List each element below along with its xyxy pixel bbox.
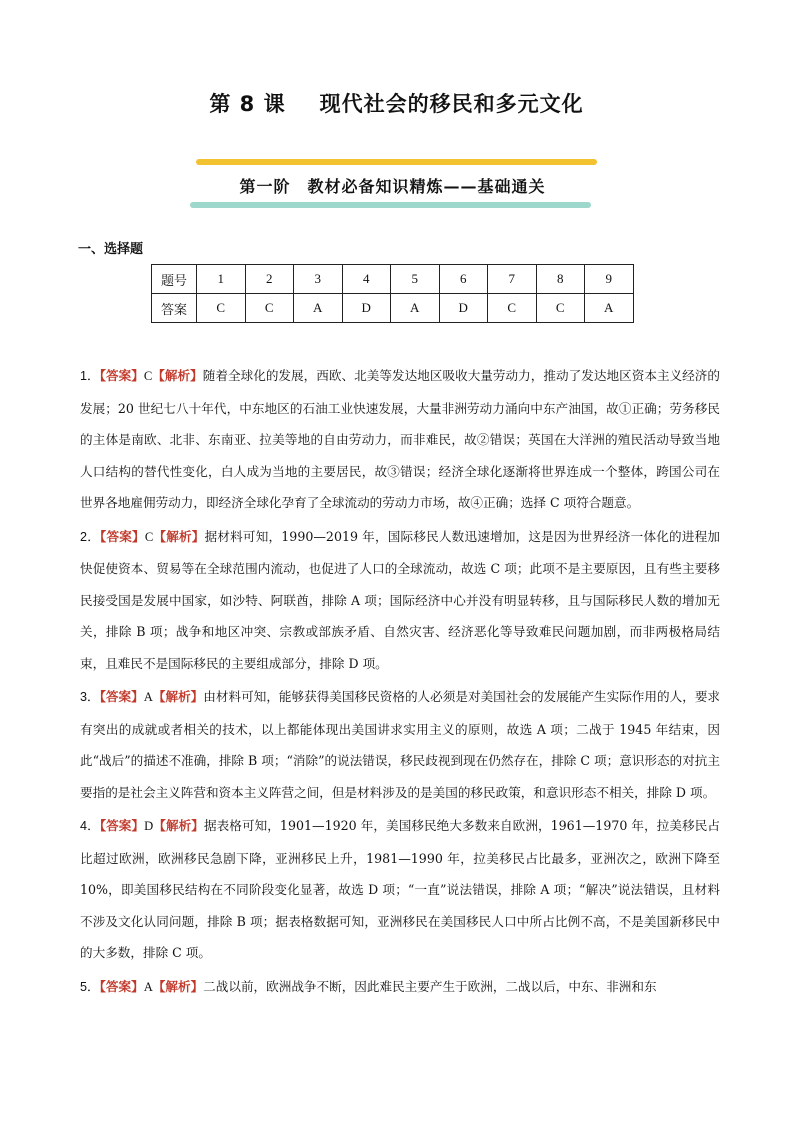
answer-explanations	[80, 360, 720, 1005]
item-number: 1．	[80, 369, 100, 383]
item-number: 5．	[80, 979, 100, 994]
analysis-text: 据表格可知，1901—1920 年，美国移民绝大多数来自欧洲，1961—1970 年，拉美移民占比超过欧洲，欧洲移民急剧下降，亚洲移民上升，1981—1990 年，拉美移民占比最多，亚洲次之，欧洲下降至 10%，即美国移民结构在不同阶段变化显著，故选 D 项；“一直”说法错误，排除 A 项；“解决”说法错误，且材料不涉及文化认同问题，排除 B 项；据表格数据可知，亚洲移民在美国移民人口中所占比例不高，不是美国新移民中的大多数，排除 C 项。	[80, 818, 721, 960]
answer-tag: 【答案】	[99, 818, 145, 833]
analysis-tag: 【解析】	[152, 368, 203, 383]
answer-letter: C	[143, 369, 153, 383]
table-cell: A	[294, 294, 343, 323]
band-bottom-bar	[190, 202, 591, 208]
item-number: 4．	[80, 819, 100, 833]
table-cell: 5	[391, 265, 440, 294]
analysis-text: 随着全球化的发展，西欧、北美等发达地区吸收大量劳动力，推动了发达地区资本主义经济的发展；20 世纪七八十年代，中东地区的石油工业快速发展，大量非洲劳动力涌向中东产油国，故①正确；劳务移民的主体是南欧、北非、东南亚、拉美等地的自由劳动力，而非难民，故②错误；英国在大洋洲的殖民活动导致当地人口结构的替代性变化，白人成为当地的主要居民，故③错误；经济全球化逐渐将世界连成一个整体，跨国公司在世界各地雇佣劳动力，即经济全球化孕育了全球流动的劳动力市场，故④正确；选择 C 项符合题意。	[80, 368, 721, 510]
lesson-number: 第 8 课	[209, 92, 286, 116]
analysis-text: 据材料可知，1990—2019 年，国际移民人数迅速增加，这是因为世界经济一体化的进程加快促使资本、贸易等在全球范围内流动，也促进了人口的全球流动，故选 C 项；此项不是主要原因，且有些主要移民接受国是发展中国家，如沙特、阿联酋，排除 A 项；国际经济中心并没有明显转移，且与国际移民人数的增加无关，排除 B 项；战争和地区冲突、宗教或部族矛盾、自然灾害、经济恶化等导致难民问题加剧，而非两极格局结束，且难民不是国际移民的主要组成部分，排除 D 项。	[80, 528, 720, 671]
list-item	[80, 681, 720, 808]
answer-table	[151, 264, 634, 323]
row-label-numbers: 题号	[152, 265, 197, 294]
analysis-tag: 【解析】	[152, 978, 204, 994]
table-cell: 7	[488, 265, 537, 294]
table-cell: D	[439, 294, 488, 323]
table-cell: C	[488, 294, 537, 323]
table-cell: 8	[536, 265, 585, 294]
answer-letter: D	[144, 819, 154, 833]
table-cell: 1	[197, 265, 246, 294]
answer-tag: 【答案】	[99, 528, 145, 544]
answer-tag: 【答案】	[99, 368, 144, 383]
table-cell: D	[342, 294, 391, 323]
section-band-title: 第一阶 教材必备知识精炼——基础通关	[239, 177, 546, 196]
table-cell: C	[197, 294, 246, 323]
answer-tag: 【答案】	[99, 978, 144, 994]
answer-tag: 【答案】	[99, 689, 144, 704]
list-item	[80, 360, 720, 519]
band-top-bar	[196, 159, 597, 165]
analysis-text: 二战以前，欧洲战争不断，因此难民主要产生于欧洲，二战以后，中东、非洲和东	[203, 978, 657, 994]
answer-letter: A	[143, 979, 153, 994]
table-cell: 4	[342, 265, 391, 294]
section-heading: 一、选择题	[78, 242, 144, 257]
page-title	[0, 88, 793, 118]
list-item	[80, 521, 720, 680]
answer-letter: C	[144, 529, 154, 544]
answer-letter: A	[143, 690, 153, 704]
table-cell: C	[536, 294, 585, 323]
item-number: 2．	[80, 529, 100, 544]
list-item	[80, 810, 720, 969]
table-cell: 2	[245, 265, 294, 294]
table-cell: 9	[585, 265, 634, 294]
table-cell: 3	[294, 265, 343, 294]
table-row-numbers	[152, 265, 634, 294]
table-cell: A	[391, 294, 440, 323]
list-item	[80, 971, 720, 1004]
table-cell: C	[245, 294, 294, 323]
item-number: 3．	[80, 690, 100, 704]
analysis-tag: 【解析】	[152, 689, 204, 704]
table-cell: 6	[439, 265, 488, 294]
table-row-answers	[152, 294, 634, 323]
analysis-text: 由材料可知，能够获得美国移民资格的人必须是对美国社会的发展能产生实际作用的人，要求有突出的成就或者相关的技术，以上都能体现出美国讲求实用主义的原则，故选 A 项；二战于 1945 年结束，因此“战后”的描述不准确，排除 B 项；“消除”的说法错误，移民歧视到现在仍然存在，排除 C 项；意识形态的对抗主要指的是社会主义阵营和资本主义阵营之间，但是材料涉及的是美国的移民政策，和意识形态不相关，排除 D 项。	[80, 689, 721, 800]
analysis-tag: 【解析】	[153, 818, 204, 833]
analysis-tag: 【解析】	[153, 528, 205, 544]
table-cell: A	[585, 294, 634, 323]
lesson-name: 现代社会的移民和多元文化	[319, 92, 584, 116]
row-label-answers: 答案	[152, 294, 197, 323]
